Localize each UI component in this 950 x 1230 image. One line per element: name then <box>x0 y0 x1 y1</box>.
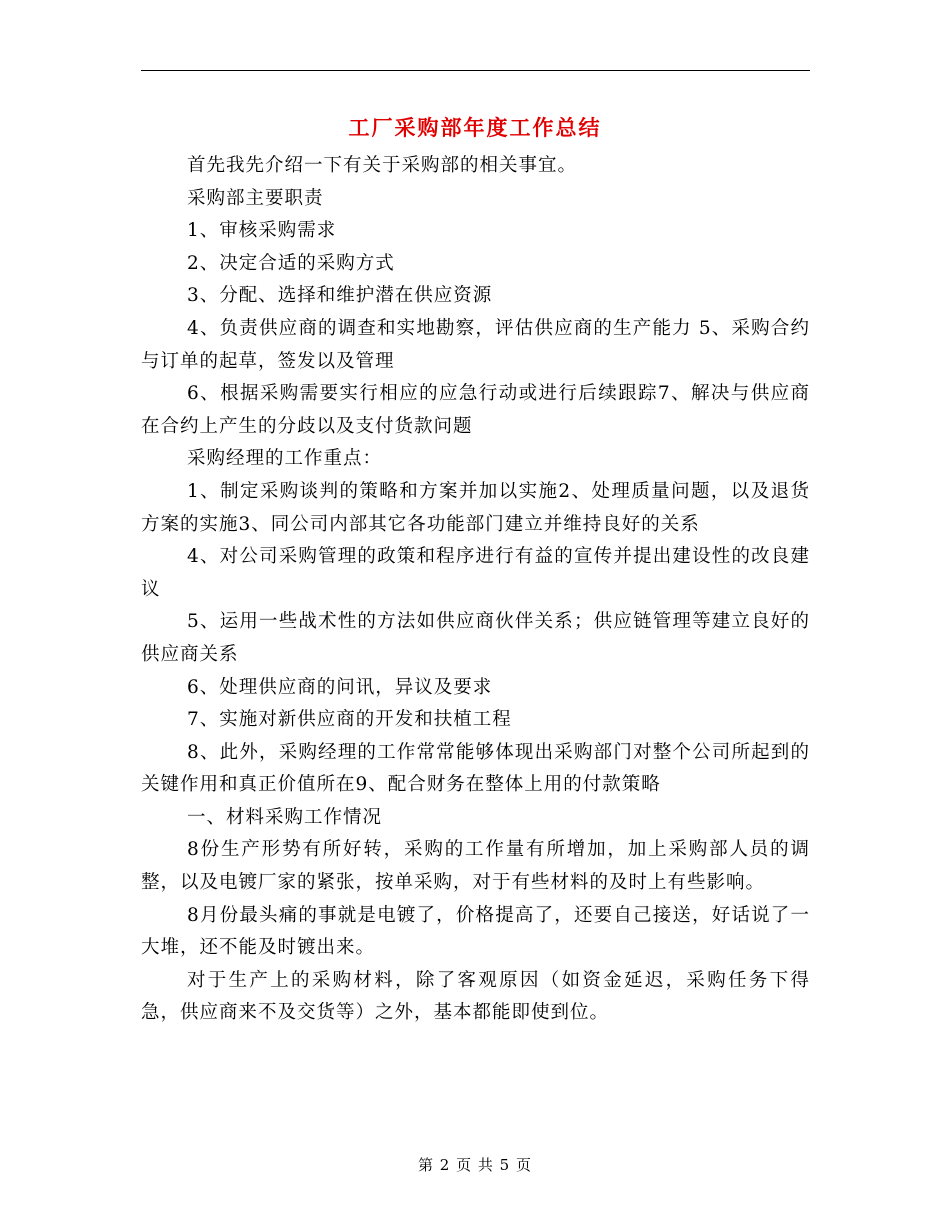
paragraph: 5、运用一些战术性的方法如供应商伙伴关系；供应链管理等建立良好的供应商关系 <box>141 611 810 665</box>
paragraph: 8份生产形势有所好转，采购的工作量有所增加，加上采购部人员的调整，以及电镀厂家的紧张，按单采购，对于有些材料的及时上有些影响。 <box>141 839 810 894</box>
document-title: 工厂采购部年度工作总结 <box>348 116 602 140</box>
paragraph: 3、分配、选择和维护潜在供应资源 <box>187 285 493 307</box>
paragraph: 2、决定合适的采购方式 <box>187 252 395 274</box>
paragraph: 7、实施对新供应商的开发和扶植工程 <box>187 709 512 731</box>
paragraph: 6、处理供应商的问讯，异议及要求 <box>187 676 493 698</box>
paragraph: 1、制定采购谈判的策略和方案并加以实施2、处理质量问题，以及退货方案的实施3、同公司内部其它各功能部门建立并维持良好的关系 <box>141 480 810 535</box>
paragraph: 1、审核采购需求 <box>187 220 337 242</box>
paragraph: 4、负责供应商的调查和实地勘察，评估供应商的生产能力 5、采购合约与订单的起草，签发以及管理 <box>141 317 810 372</box>
paragraph: 4、对公司采购管理的政策和程序进行有益的宣传并提出建设性的改良建议 <box>141 546 810 600</box>
paragraph: 8月份最头痛的事就是电镀了，价格提高了，还要自己接送，好话说了一大堆，还不能及时镀出来。 <box>141 904 810 959</box>
paragraph: 一、材料采购工作情况 <box>187 806 383 828</box>
paragraph: 6、根据采购需要实行相应的应急行动或进行后续跟踪7、解决与供应商在合约上产生的分歧以及支付货款问题 <box>141 383 810 437</box>
paragraph: 对于生产上的采购材料，除了客观原因（如资金延迟，采购任务下得急，供应商来不及交货等）之外，基本都能即使到位。 <box>141 969 810 1024</box>
paragraph: 首先我先介绍一下有关于采购部的相关事宜。 <box>187 155 578 176</box>
document-body <box>141 150 810 1030</box>
header-rule <box>141 70 810 71</box>
paragraph: 采购部主要职责 <box>187 187 324 209</box>
page-number: 第 2 页 共 5 页 <box>418 1156 532 1174</box>
paragraph: 采购经理的工作重点： <box>187 448 383 470</box>
paragraph: 8、此外，采购经理的工作常常能够体现出采购部门对整个公司所起到的关键作用和真正价值所在9、配合财务在整体上用的付款策略 <box>141 741 810 796</box>
